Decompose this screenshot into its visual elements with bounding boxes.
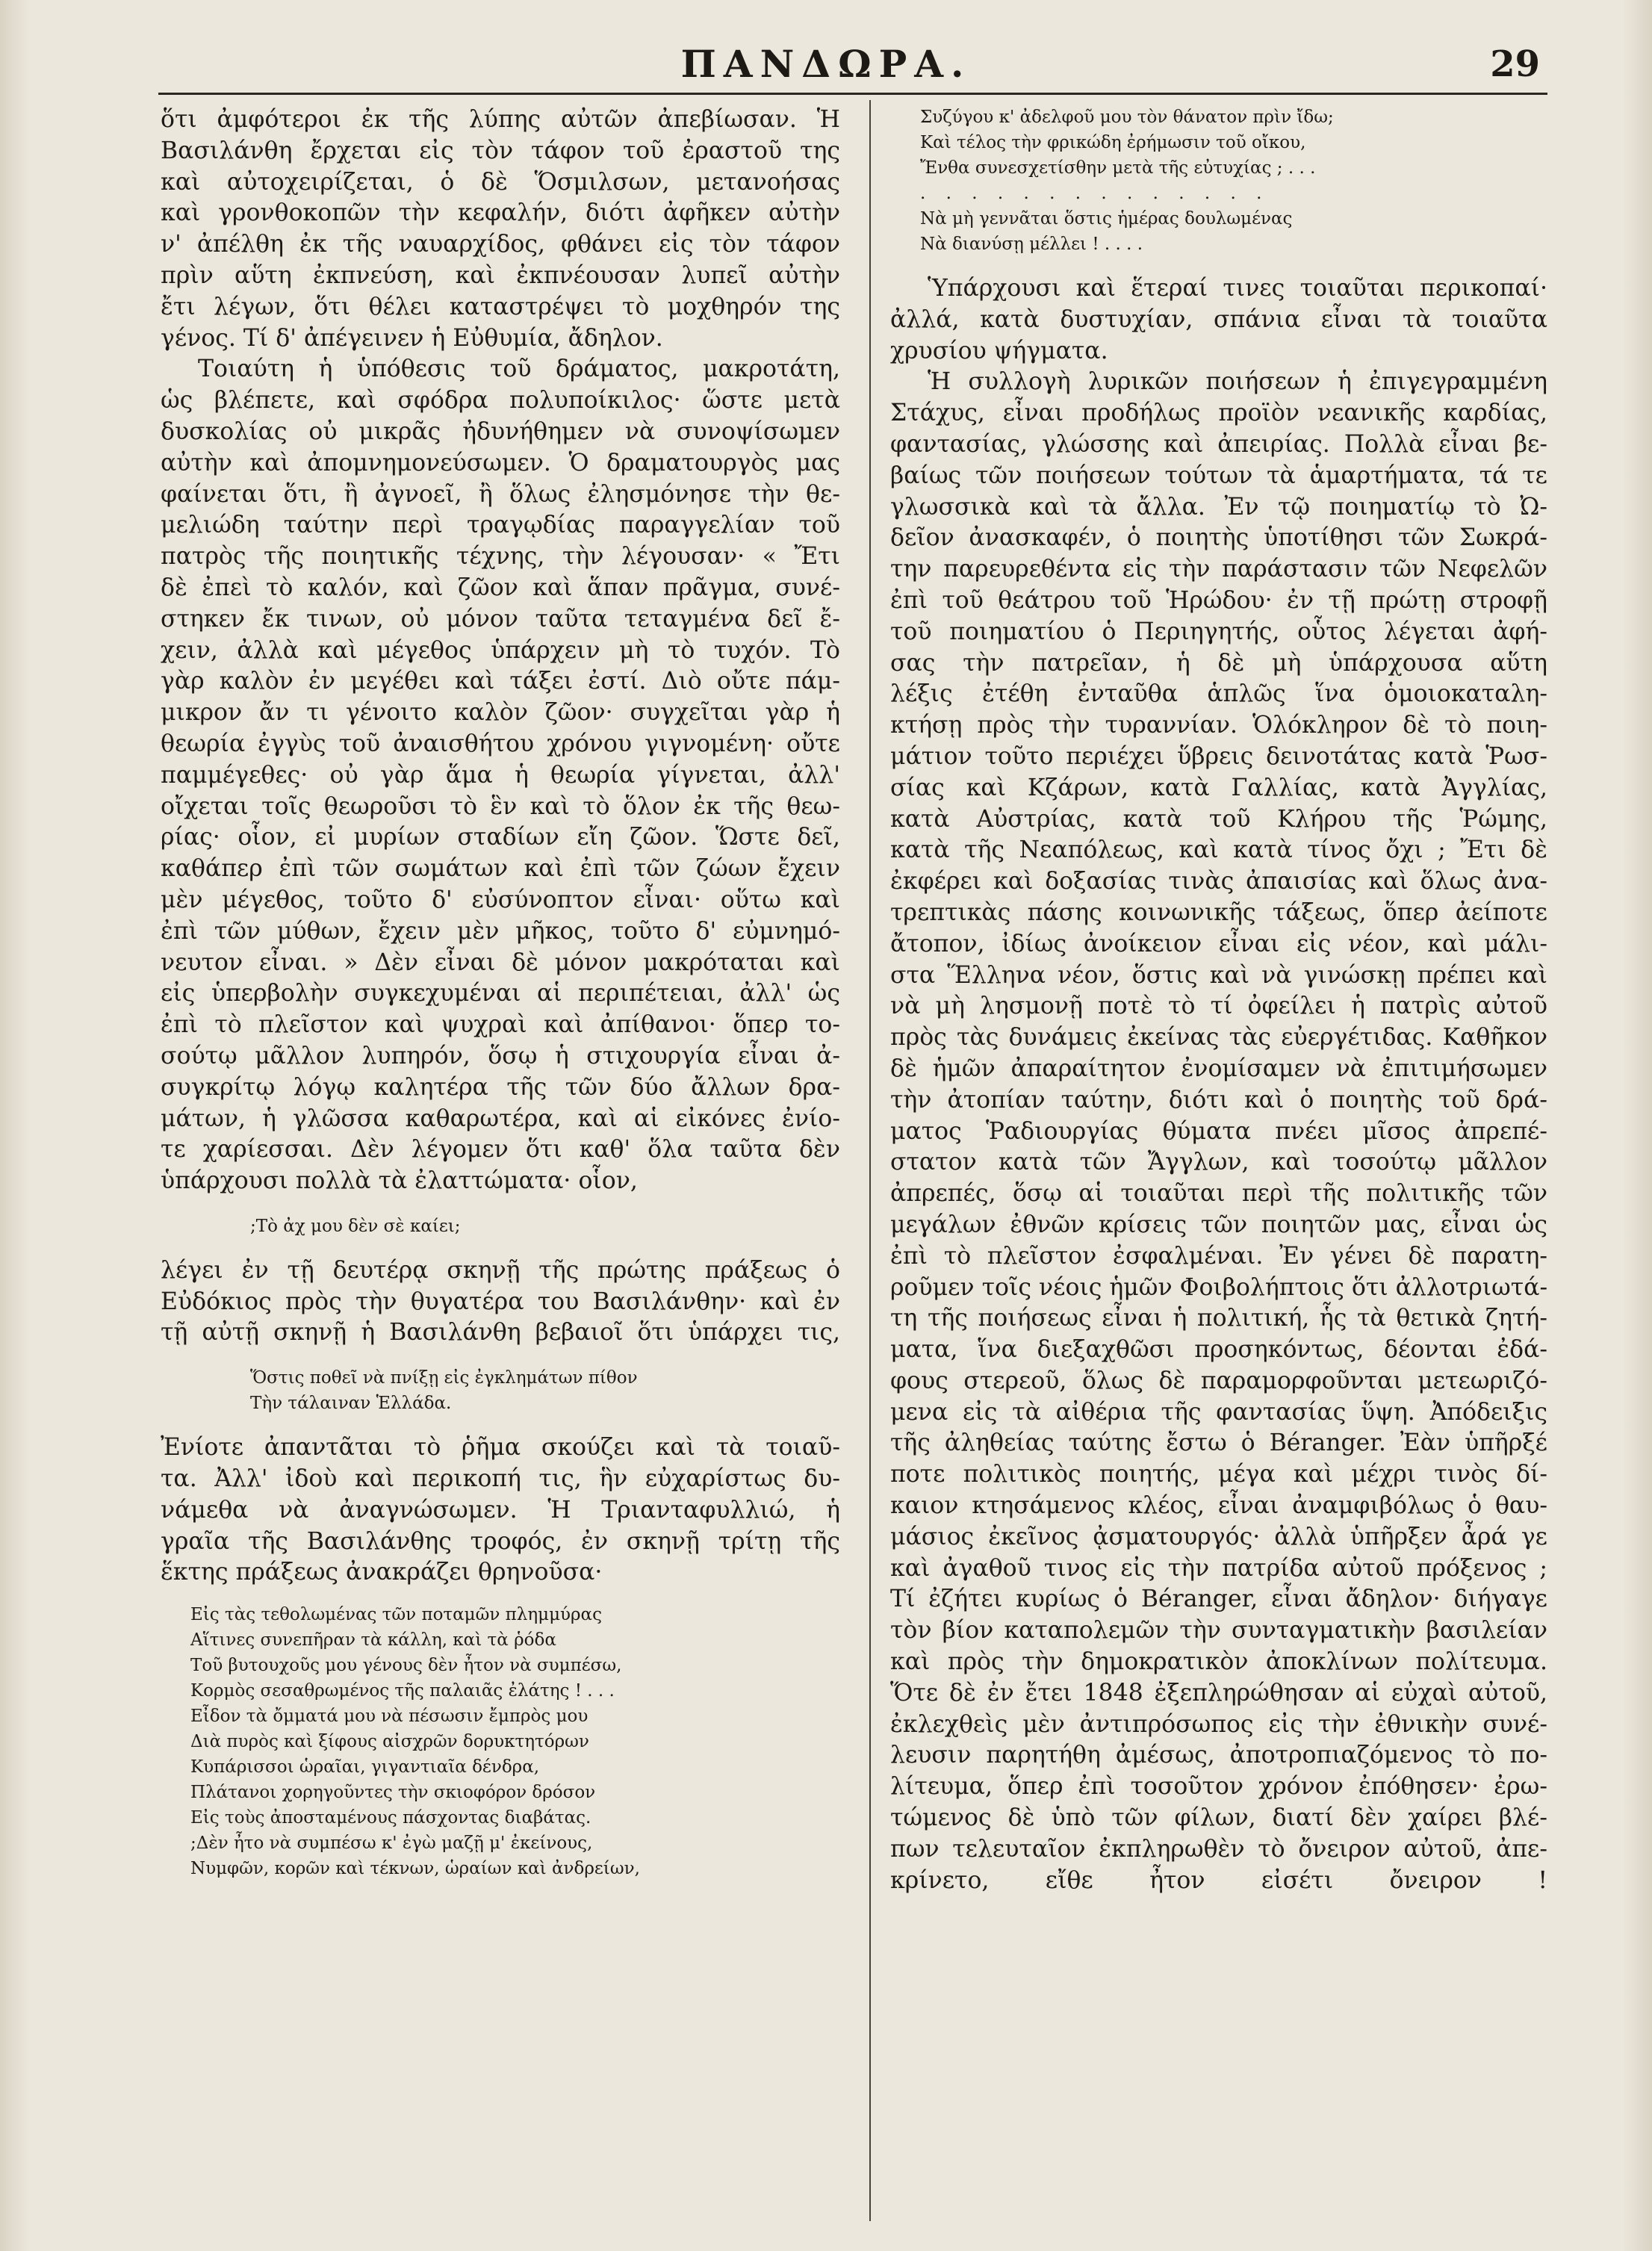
text-line: ἄτοπον, ἰδίως ἀνοίκειον εἶναι εἰς νέον, καὶ μάλι-: [890, 930, 1547, 957]
text-line: ὑπάρχουσι πολλὰ τὰ ἐλαττώματα· οἷον,: [161, 1167, 638, 1195]
text-line: Εὐδόκιος πρὸς τὴν θυγατέρα του Βασιλάνθην· καὶ ἐν: [161, 1288, 840, 1315]
text-line: ἐκφέρει καὶ δοξασίας τινὰς ἀπαισίας καὶ ὅλως ἀνα-: [890, 868, 1547, 895]
text-line: δὲ ἡμῶν ἀπαραίτητον ἐνομίσαμεν νὰ ἐπιτιμήσωμεν: [890, 1055, 1547, 1082]
text-line: ροῦμεν τοῖς νέοις ἡμῶν Φοιβολήπτοις ὅτι ἀλλοτριωτά-: [890, 1273, 1547, 1301]
text-line: ἐπὶ τὸ πλεῖστον ἐσφαλμέναι. Ἐν γένει δὲ παρατη-: [890, 1242, 1547, 1270]
text-line: Ἡ συλλογὴ λυρικῶν ποιήσεων ἡ ἐπιγεγραμμένη: [928, 368, 1547, 396]
verse-line: Εἰς τὰς τεθολωμένας τῶν ποταμῶν πλημμύρας: [190, 1605, 602, 1625]
text-line: ἐπὶ τῶν μύθων, ἔχειν μὲν μῆκος, τοῦτο δ' εὐμνημό-: [161, 917, 840, 945]
text-line: ἀλλά, κατὰ δυστυχίαν, σπάνια εἶναι τὰ τοιαῦτα: [890, 305, 1547, 333]
verse-line: Εἰς τοὺς ἀποσταμένους πάσχοντας διαβάτας.: [190, 1808, 591, 1828]
text-line: βαίως τῶν ποιήσεων τούτων τὰ ἁμαρτήματα, τά τε: [890, 462, 1547, 489]
text-line: φαίνεται ὅτι, ἢ ἀγνοεῖ, ἢ ὅλως ἐλησμόνησε τὴν θε-: [161, 480, 840, 508]
text-line: δὲ ἐπεὶ τὸ καλόν, καὶ ζῶον καὶ ἅπαν πρᾶγμα, συνέ-: [161, 574, 840, 601]
text-line: ματα, ἵνα διεξαχθῶσι προσηκόντως, δέονται ἐδά-: [890, 1336, 1547, 1364]
text-line: Τί ἐζήτει κυρίως ὁ Béranger, εἶναι ἄδηλον· διήγαγε: [890, 1586, 1547, 1613]
verse-line: Νὰ μὴ γεννᾶται ὅστις ἡμέρας δουλωμένας: [920, 209, 1293, 229]
text-line: λέξις ἐτέθη ἐνταῦθα ἁπλῶς ἵνα ὁμοιοκαταλη-: [890, 680, 1547, 708]
text-line: συγκρίτῳ λόγῳ καλητέρα τῆς τῶν δύο ἄλλων δρα-: [161, 1073, 840, 1101]
text-line: μὲν μέγεθος, τοῦτο δ' εὐσύνοπτον εἶναι· οὕτω καὶ: [161, 886, 840, 913]
text-line: μενα εἰς τὰ αἰθέρια τῆς φαντασίας ὕψη. Ἀπόδειξις: [890, 1398, 1547, 1426]
text-line: λευσιν παρητήθη ἀμέσως, ἀποτροπιαζόμενος τὸ πο-: [890, 1742, 1547, 1769]
text-line: ἕκτης πράξεως ἀνακράζει θρηνοῦσα·: [161, 1559, 603, 1586]
text-line: νάμεθα νὰ ἀναγνώσωμεν. Ἡ Τριανταφυλλιώ, ἡ: [161, 1496, 840, 1524]
text-line: ρίας· οἷον, εἰ μυρίων σταδίων εἴη ζῶον. Ὥστε δεῖ,: [161, 824, 840, 851]
verse-line: Πλάτανοι χορηγοῦντες τὴν σκιοφόρον δρόσον: [190, 1783, 596, 1803]
text-line: καὶ πρὸς τὴν δημοκρατικὸν ἀποκλίνων πολίτευμα.: [890, 1648, 1547, 1676]
text-line: Ὑπάρχουσι καὶ ἕτεραί τινες τοιαῦται περικοπαί·: [928, 275, 1547, 302]
paragraph: [890, 367, 1547, 1928]
text-line: φους στερεοῦ, ὅλως δὲ παραμορφοῦνται μετεωριζό-: [890, 1367, 1547, 1394]
text-line: ματος Ῥαδιουργίας θύματα πνέει μῖσος ἀπρεπέ-: [890, 1117, 1547, 1145]
text-line: νευτον εἶναι. » Δὲν εἶναι δὲ μόνον μακρόταται καὶ: [161, 948, 840, 976]
page-header: [0, 33, 1652, 100]
verse-line: Ὅστις ποθεῖ νὰ πνίξῃ εἰς ἐγκλημάτων πίθον: [250, 1368, 638, 1388]
text-line: πατρὸς τῆς ποιητικῆς τέχνης, τὴν λέγουσαν· « Ἔτι: [161, 543, 840, 571]
text-line: δεῖον ἀνασκαφέν, ὁ ποιητὴς ὑποτίθησι τῶν Σωκρά-: [890, 524, 1547, 552]
text-line: ἐκλεχθεὶς μὲν ἀντιπρόσωπος εἰς τὴν ἐθνικὴν συνέ-: [890, 1710, 1547, 1738]
text-line: ὅτι ἀμφότεροι ἐκ τῆς λύπης αὐτῶν ἀπεβίωσαν. Ἡ: [161, 106, 840, 133]
paragraph: [890, 273, 1547, 367]
verse-line: Εἶδον τὰ ὄμματά μου νὰ πέσωσιν ἔμπρὸς μου: [190, 1707, 589, 1727]
text-line: μελιώδη ταύτην περὶ τραγῳδίας παραγγελίαν τοῦ: [161, 512, 840, 539]
text-line: καὶ αὐτοχειρίζεται, ὁ δὲ Ὅσμιλσων, μετανοήσας: [161, 168, 840, 196]
text-line: μεγάλων ἐθνῶν κρίσεις τῶν ποιητῶν μας, εἶναι ὡς: [890, 1211, 1547, 1238]
verse-line: Κυπάρισσοι ὡραῖαι, γιγαντιαῖα δένδρα,: [190, 1757, 540, 1777]
text-line: τρεπτικὰς πάσης κοινωνικῆς τάξεως, ὅπερ ἀείποτε: [890, 898, 1547, 926]
text-line: εἰς ὑπερβολὴν συγκεχυμέναι αἱ περιπέτειαι, ἀλλ' ὡς: [161, 980, 840, 1007]
header-rule: [158, 93, 1547, 95]
text-line: μάτιον τοῦτο περιέχει ὕβρεις δεινοτάτας κατὰ Ῥωσ-: [890, 742, 1547, 770]
text-line: στηκεν ἔκ τινων, οὐ μόνον ταῦτα τεταγμένα δεῖ ἔ-: [161, 605, 840, 633]
text-line: σίας καὶ Κζάρων, κατὰ Γαλλίας, κατὰ Ἀγγλίας,: [890, 774, 1547, 801]
text-line: πων τελευταῖον ἐκπληρωθὲν τὸ ὄνειρον αὐτοῦ, ἀπε-: [890, 1835, 1547, 1863]
verse-line: Τὴν τάλαιναν Ἑλλάδα.: [250, 1394, 452, 1414]
paragraph: [161, 105, 840, 354]
text-line: καιον κτησάμενος κλέος, εἶναι ἀναμφιβόλως ὁ θαυ-: [890, 1492, 1547, 1520]
paragraph: [161, 354, 840, 1197]
paragraph: [161, 1432, 840, 1589]
text-line: [890, 1896, 1547, 1928]
verse-line: Ἔνθα συνεσχετίσθην μετὰ τῆς εὐτυχίας ; . . .: [920, 158, 1316, 178]
text-line: αὐτὴν καὶ ἀπομνημονεύσωμεν. Ὁ δραματουργὸς μας: [161, 449, 840, 476]
text-line: κτήσῃ πρὸς τὴν τυραννίαν. Ὁλόκληρον δὲ τὸ ποιη-: [890, 712, 1547, 739]
verse-line: Τοῦ βυτουχοῦς μου γένους δὲν ἦτον νὰ συμπέσω,: [190, 1656, 622, 1676]
text-line: μάτων, ἡ γλῶσσα καθαρωτέρα, καὶ αἱ εἰκόνες ἐνίο-: [161, 1105, 840, 1132]
verse-line: ;Δὲν ἦτο νὰ συμπέσω κ' ἐγὼ μαζῇ μ' ἐκείνους,: [190, 1834, 593, 1854]
text-line: καθάπερ ἐπὶ τῶν σωμάτων καὶ ἐπὶ τῶν ζώων ἔχειν: [161, 855, 840, 883]
text-line: στα Ἕλληνα νέον, ὅστις καὶ νὰ γινώσκῃ πρέπει καὶ: [890, 961, 1547, 989]
text-line: νὰ μὴ λησμονῇ ποτὲ τὸ τί ὀφείλει ἡ πατρὶς αὐτοῦ: [890, 993, 1547, 1020]
text-line: τε χαρίεσσαι. Δὲν λέγομεν ὅτι καθ' ὅλα ταῦτα δὲν: [161, 1136, 840, 1164]
text-line: τώμενος δὲ ὑπὸ τῶν φίλων, διατί δὲν χαίρει βλέ-: [890, 1804, 1547, 1832]
text-line: τα. Ἀλλ' ἰδοὺ καὶ περικοπή τις, ἣν εὐχαρίστως δυ-: [161, 1465, 840, 1493]
text-line: γένος. Τί δ' ἀπέγεινεν ἡ Εὐθυμία, ἄδηλον.: [161, 324, 663, 352]
text-line: ἐπὶ τὸ πλεῖστον καὶ ψυχραὶ καὶ ἀπίθανοι· ὅπερ το-: [161, 1011, 840, 1039]
text-line: τῆς ἀληθείας ταύτης ἔστω ὁ Béranger. Ἐὰν ὑπῆρξέ: [890, 1429, 1547, 1457]
verse-line: Νὰ διανύσῃ μέλλει ! . . . .: [920, 235, 1143, 254]
text-line: παμμέγεθες· οὐ γὰρ ἅμα ἡ θεωρία γίγνεται, ἀλλ': [161, 761, 840, 789]
text-line: Ἐνίοτε ἀπαντᾶται τὸ ῥῆμα σκούζει καὶ τὰ τοιαῦ-: [161, 1434, 840, 1462]
text-line: τῇ αὐτῇ σκηνῇ ἡ Βασιλάνθη βεβαιοῖ ὅτι ὑπάρχει τις,: [161, 1319, 840, 1347]
verse-line: Κορμὸς σεσαθρωμένος τῆς παλαιᾶς ἐλάτης ! . . .: [190, 1681, 615, 1701]
verse-line: Αἵτινες συνεπῆραν τὰ κάλλη, καὶ τὰ ῥόδα: [190, 1630, 556, 1651]
text-line: λέγει ἐν τῇ δευτέρᾳ σκηνῇ τῆς πρώτης πράξεως ὁ: [161, 1256, 840, 1284]
text-line: γὰρ καλὸν ἐν μεγέθει καὶ τάξει ἐστί. Διὸ οὔτε πάμ-: [161, 668, 840, 695]
verse-line: Διὰ πυρὸς καὶ ξίφους αἰσχρῶν δορυκτητόρων: [190, 1732, 589, 1752]
right-column: [890, 105, 1547, 1928]
text-line: οἴχεται τοῖς θεωροῦσι τὸ ἓν καὶ τὸ ὅλον ἐκ τῆς θεω-: [161, 792, 840, 820]
journal-title: ΠΑΝΔΩΡΑ.: [680, 42, 972, 86]
column-divider: [869, 100, 871, 2221]
verse-line: ;Τὸ ἀχ μου δὲν σὲ καίει;: [250, 1216, 461, 1236]
verse-line: Συζύγου κ' ἀδελφοῦ μου τὸν θάνατον πρὶν ἴδω;: [920, 108, 1334, 127]
text-line: πρὸς τὰς δυνάμεις ἐκείνας τὰς εὐεργέτιδας. Καθῆκον: [890, 1024, 1547, 1052]
text-line: τὸν βίον καταπολεμῶν τὴν συνταγματικὴν βασιλείαν: [890, 1617, 1547, 1645]
text-line: ν' ἀπέλθη ἐκ τῆς ναυαρχίδος, φθάνει εἰς τὸν τάφον: [161, 231, 840, 258]
text-line: Τοιαύτη ἡ ὑπόθεσις τοῦ δράματος, μακροτάτη,: [198, 355, 840, 383]
text-line: στατον κατὰ τῶν Ἄγγλων, καὶ τοσούτῳ μᾶλλον: [890, 1149, 1547, 1176]
text-line: Στάχυς, εἶναι προδήλως προϊὸν νεανικῆς καρδίας,: [890, 400, 1547, 427]
text-line: καὶ γρονθοκοπῶν τὴν κεφαλήν, διότι ἀφῆκεν αὐτὴν: [161, 199, 840, 227]
text-line: πρὶν αὕτη ἐκπνεύση, καὶ ἐκπνέουσαν λυπεῖ αὐτὴν: [161, 261, 840, 289]
left-column: [161, 105, 840, 1881]
text-line: θεωρία ἐγγὺς τοῦ ἀναισθήτου χρόνου γιγνομένη· οὔτε: [161, 730, 840, 757]
text-line: κρίνετο, εἴθε ἦτον εἰσέτι ὄνειρον !: [890, 1866, 1547, 1894]
verse-ellipsis: . . . . . . . . . . . . . .: [920, 184, 1270, 203]
text-line: τὴν ἀτοπίαν ταύτην, διότι καὶ ὁ ποιητὴς τοῦ δρά-: [890, 1086, 1547, 1114]
text-line: Βασιλάνθη ἔρχεται εἰς τὸν τάφον τοῦ ἐραστοῦ της: [161, 137, 840, 164]
text-line: φαντασίας, γλώσσης καὶ ἀπειρίας. Πολλὰ εἶναι βε-: [890, 430, 1547, 458]
verse-line: Καὶ τέλος τὴν φρικώδη ἐρήμωσιν τοῦ οἴκου,: [920, 133, 1306, 152]
text-line: ἐπὶ τοῦ θεάτρου τοῦ Ἡρώδου· ἐν τῇ πρώτῃ στροφῇ: [890, 586, 1547, 614]
text-line: καὶ ἀγαθοῦ τινος εἰς τὴν πατρίδα αὐτοῦ πρόξενος ;: [890, 1554, 1547, 1582]
text-line: ἀπρεπές, ὅσῳ αἱ τοιαῦται περὶ τῆς πολιτικῆς τῶν: [890, 1180, 1547, 1208]
text-line: Ὅτε δὲ ἐν ἔτει 1848 ἐξεπληρώθησαν αἱ εὐχαὶ αὐτοῦ,: [890, 1679, 1547, 1707]
text-line: τη τῆς ποιήσεως εἶναι ἡ πολιτική, ἧς τὰ θετικὰ ζητή-: [890, 1305, 1547, 1332]
text-line: ἔτι λέγων, ὅτι θέλει καταστρέψει τὸ μοχθηρόν της: [161, 293, 840, 320]
text-line: κατὰ τῆς Νεαπόλεως, καὶ κατὰ τίνος ὄχι ; Ἔτι δὲ: [890, 836, 1547, 864]
text-line: μικρον ἄν τι γένοιτο καλὸν ζῶον· συγχεῖται γὰρ ἡ: [161, 699, 840, 727]
text-line: σούτῳ μᾶλλον λυπηρόν, ὅσῳ ἡ στιχουργία εἶναι ἀ-: [161, 1042, 840, 1069]
text-line: σας τὴν πατρεῖαν, ἡ δὲ μὴ ὑπάρχουσα αὕτη: [890, 649, 1547, 677]
text-line: γραῖα τῆς Βασιλάνθης τροφός, ἐν σκηνῇ τρίτῃ τῆς: [161, 1527, 840, 1555]
text-line: γλωσσικὰ καὶ τὰ ἄλλα. Ἐν τῷ ποιηματίῳ τὸ Ὠ-: [890, 493, 1547, 521]
text-line: χειν, ἀλλὰ καὶ μέγεθος ὑπάρχειν μὴ τὸ τυχόν. Τὸ: [161, 636, 840, 664]
text-line: κατὰ Αὐστρίας, κατὰ τοῦ Κλήρου τῆς Ῥώμης,: [890, 805, 1547, 833]
verse-line: Νυμφῶν, κορῶν καὶ τέκνων, ὡραίων καὶ ἀνδρείων,: [190, 1859, 640, 1879]
text-line: χρυσίου ψήγματα.: [890, 337, 1108, 364]
text-line: δυσκολίας οὐ μικρᾶς ἠδυνήθημεν νὰ συνοψίσωμεν: [161, 417, 840, 445]
paragraph: [161, 1255, 840, 1349]
page-number: 29: [1490, 43, 1540, 85]
text-line: ποτε πολιτικὸς ποιητής, μέγα καὶ μέχρι τινὸς δί-: [890, 1461, 1547, 1488]
text-line: την παρευρεθέντα εἰς τὴν παράστασιν τῶν Νεφελῶν: [890, 556, 1547, 583]
text-line: ὡς βλέπετε, καὶ σφόδρα πολυποίκιλος· ὥστε μετὰ: [161, 387, 840, 415]
text-line: λίτευμα, ὅπερ ἐπὶ τοσοῦτον χρόνον ἐπόθησεν· ἐρω-: [890, 1773, 1547, 1801]
text-line: τοῦ ποιηματίου ὁ Περιηγητής, οὗτος λέγεται ἀφή-: [890, 618, 1547, 645]
text-line: μάσιος ἐκεῖνος ᾀσματουργός· ἀλλὰ ὑπῆρξεν ἆρά γε: [890, 1523, 1547, 1550]
